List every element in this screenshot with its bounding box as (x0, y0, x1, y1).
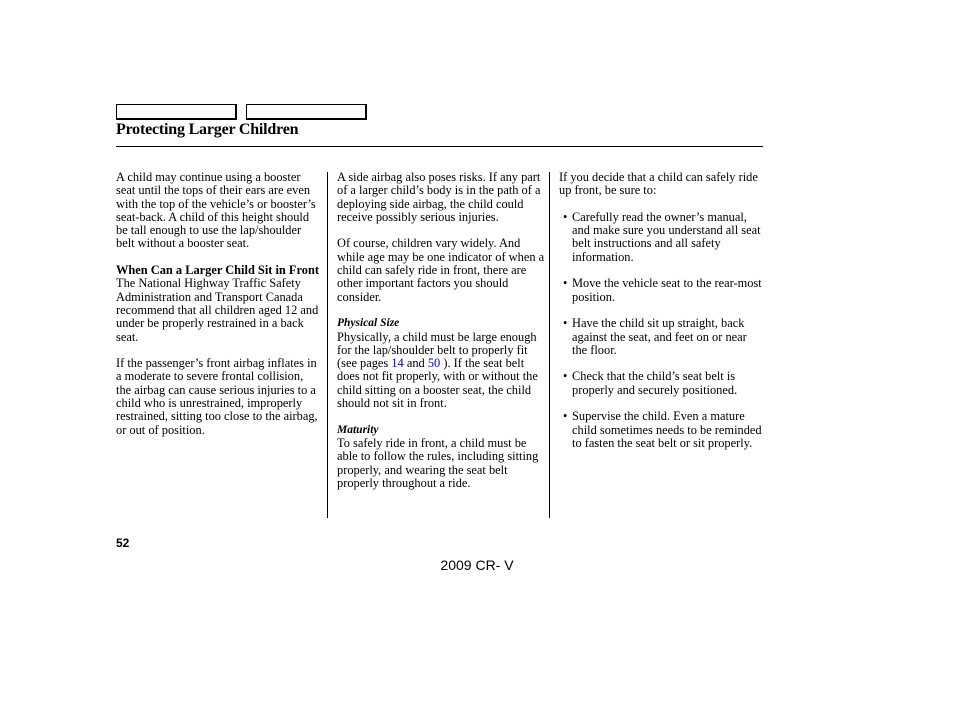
page-link-50[interactable]: 50 (427, 356, 441, 371)
nav-tab-box-2[interactable] (246, 104, 367, 120)
bullet-icon: • (563, 409, 568, 424)
list-item (559, 277, 764, 304)
list-item (559, 410, 764, 450)
page-title: Protecting Larger Children (116, 121, 299, 138)
subheading-maturity: Maturity (337, 423, 379, 436)
title-divider (116, 146, 763, 147)
page-number: 52 (116, 536, 130, 550)
bullet-icon: • (563, 369, 568, 384)
list-item (559, 317, 764, 357)
column-1 (116, 171, 321, 450)
paragraph: A child may continue using a booster seat until the tops of their ears are even with the top of the vehicle’s or booster’s seat-back. A child of this height should be tall enough to use the lap/shoulder belt without a booster seat. (116, 170, 316, 251)
nav-tab-box-1[interactable] (116, 104, 237, 120)
column-2 (337, 171, 545, 503)
checklist (559, 211, 764, 450)
paragraph: The National Highway Traffic Safety Administration and Transport Canada recommend that all children aged 12 and under be properly restrained in a back seat. (116, 276, 319, 344)
column-divider (327, 172, 328, 518)
bullet-icon: • (563, 316, 568, 331)
text-span: ). If the seat belt does not fit properly, with or without the child sitting on a booster seat, the child should not sit in front. (337, 356, 538, 411)
list-item-text: Carefully read the owner’s manual, and make sure you understand all seat belt instructions and all safety information. (572, 209, 761, 264)
footer-model-label: 2009 CR- V (440, 557, 514, 573)
subheading-physical-size: Physical Size (337, 317, 400, 330)
paragraph: To safely ride in front, a child must be able to follow the rules, including sitting properly, and wearing the seat belt properly throughout a ride. (337, 435, 539, 490)
list-item (559, 211, 764, 264)
page-link-14[interactable]: 14 (391, 356, 404, 371)
paragraph: A side airbag also poses risks. If any part of a larger child’s body is in the path of a deploying side airbag, the child could receive possibly serious injuries. (337, 170, 541, 224)
paragraph: If the passenger’s front airbag inflates in a moderate to severe frontal collision, the airbag can cause serious injuries to a child who is unrestrained, improperly restrained, sitting too close to the airbag, or out of position. (116, 356, 318, 437)
list-item-text: Have the child sit up straight, back against the seat, and feet on or near the floor. (572, 316, 747, 357)
section-heading: When Can a Larger Child Sit in Front (116, 263, 319, 278)
column-divider (549, 172, 550, 518)
paragraph: If you decide that a child can safely ride up front, be sure to: (559, 170, 758, 198)
list-item (559, 370, 764, 397)
list-item-text: Supervise the child. Even a mature child sometimes needs to be reminded to fasten the seat belt or sit properly. (572, 409, 762, 450)
list-item-text: Move the vehicle seat to the rear-most position. (572, 276, 762, 304)
paragraph (337, 331, 545, 411)
paragraph: Of course, children vary widely. And while age may be one indicator of when a child can safely ride in front, there are other important factors you should consider. (337, 236, 545, 304)
text-span: and (403, 356, 428, 371)
column-3 (559, 171, 764, 464)
list-item-text: Check that the child’s seat belt is properly and securely positioned. (572, 369, 738, 397)
text-span: Physically, a child must be large enough for the lap/shoulder belt to properly fit (see pages (337, 329, 537, 371)
bullet-icon: • (563, 209, 568, 224)
bullet-icon: • (563, 276, 568, 291)
